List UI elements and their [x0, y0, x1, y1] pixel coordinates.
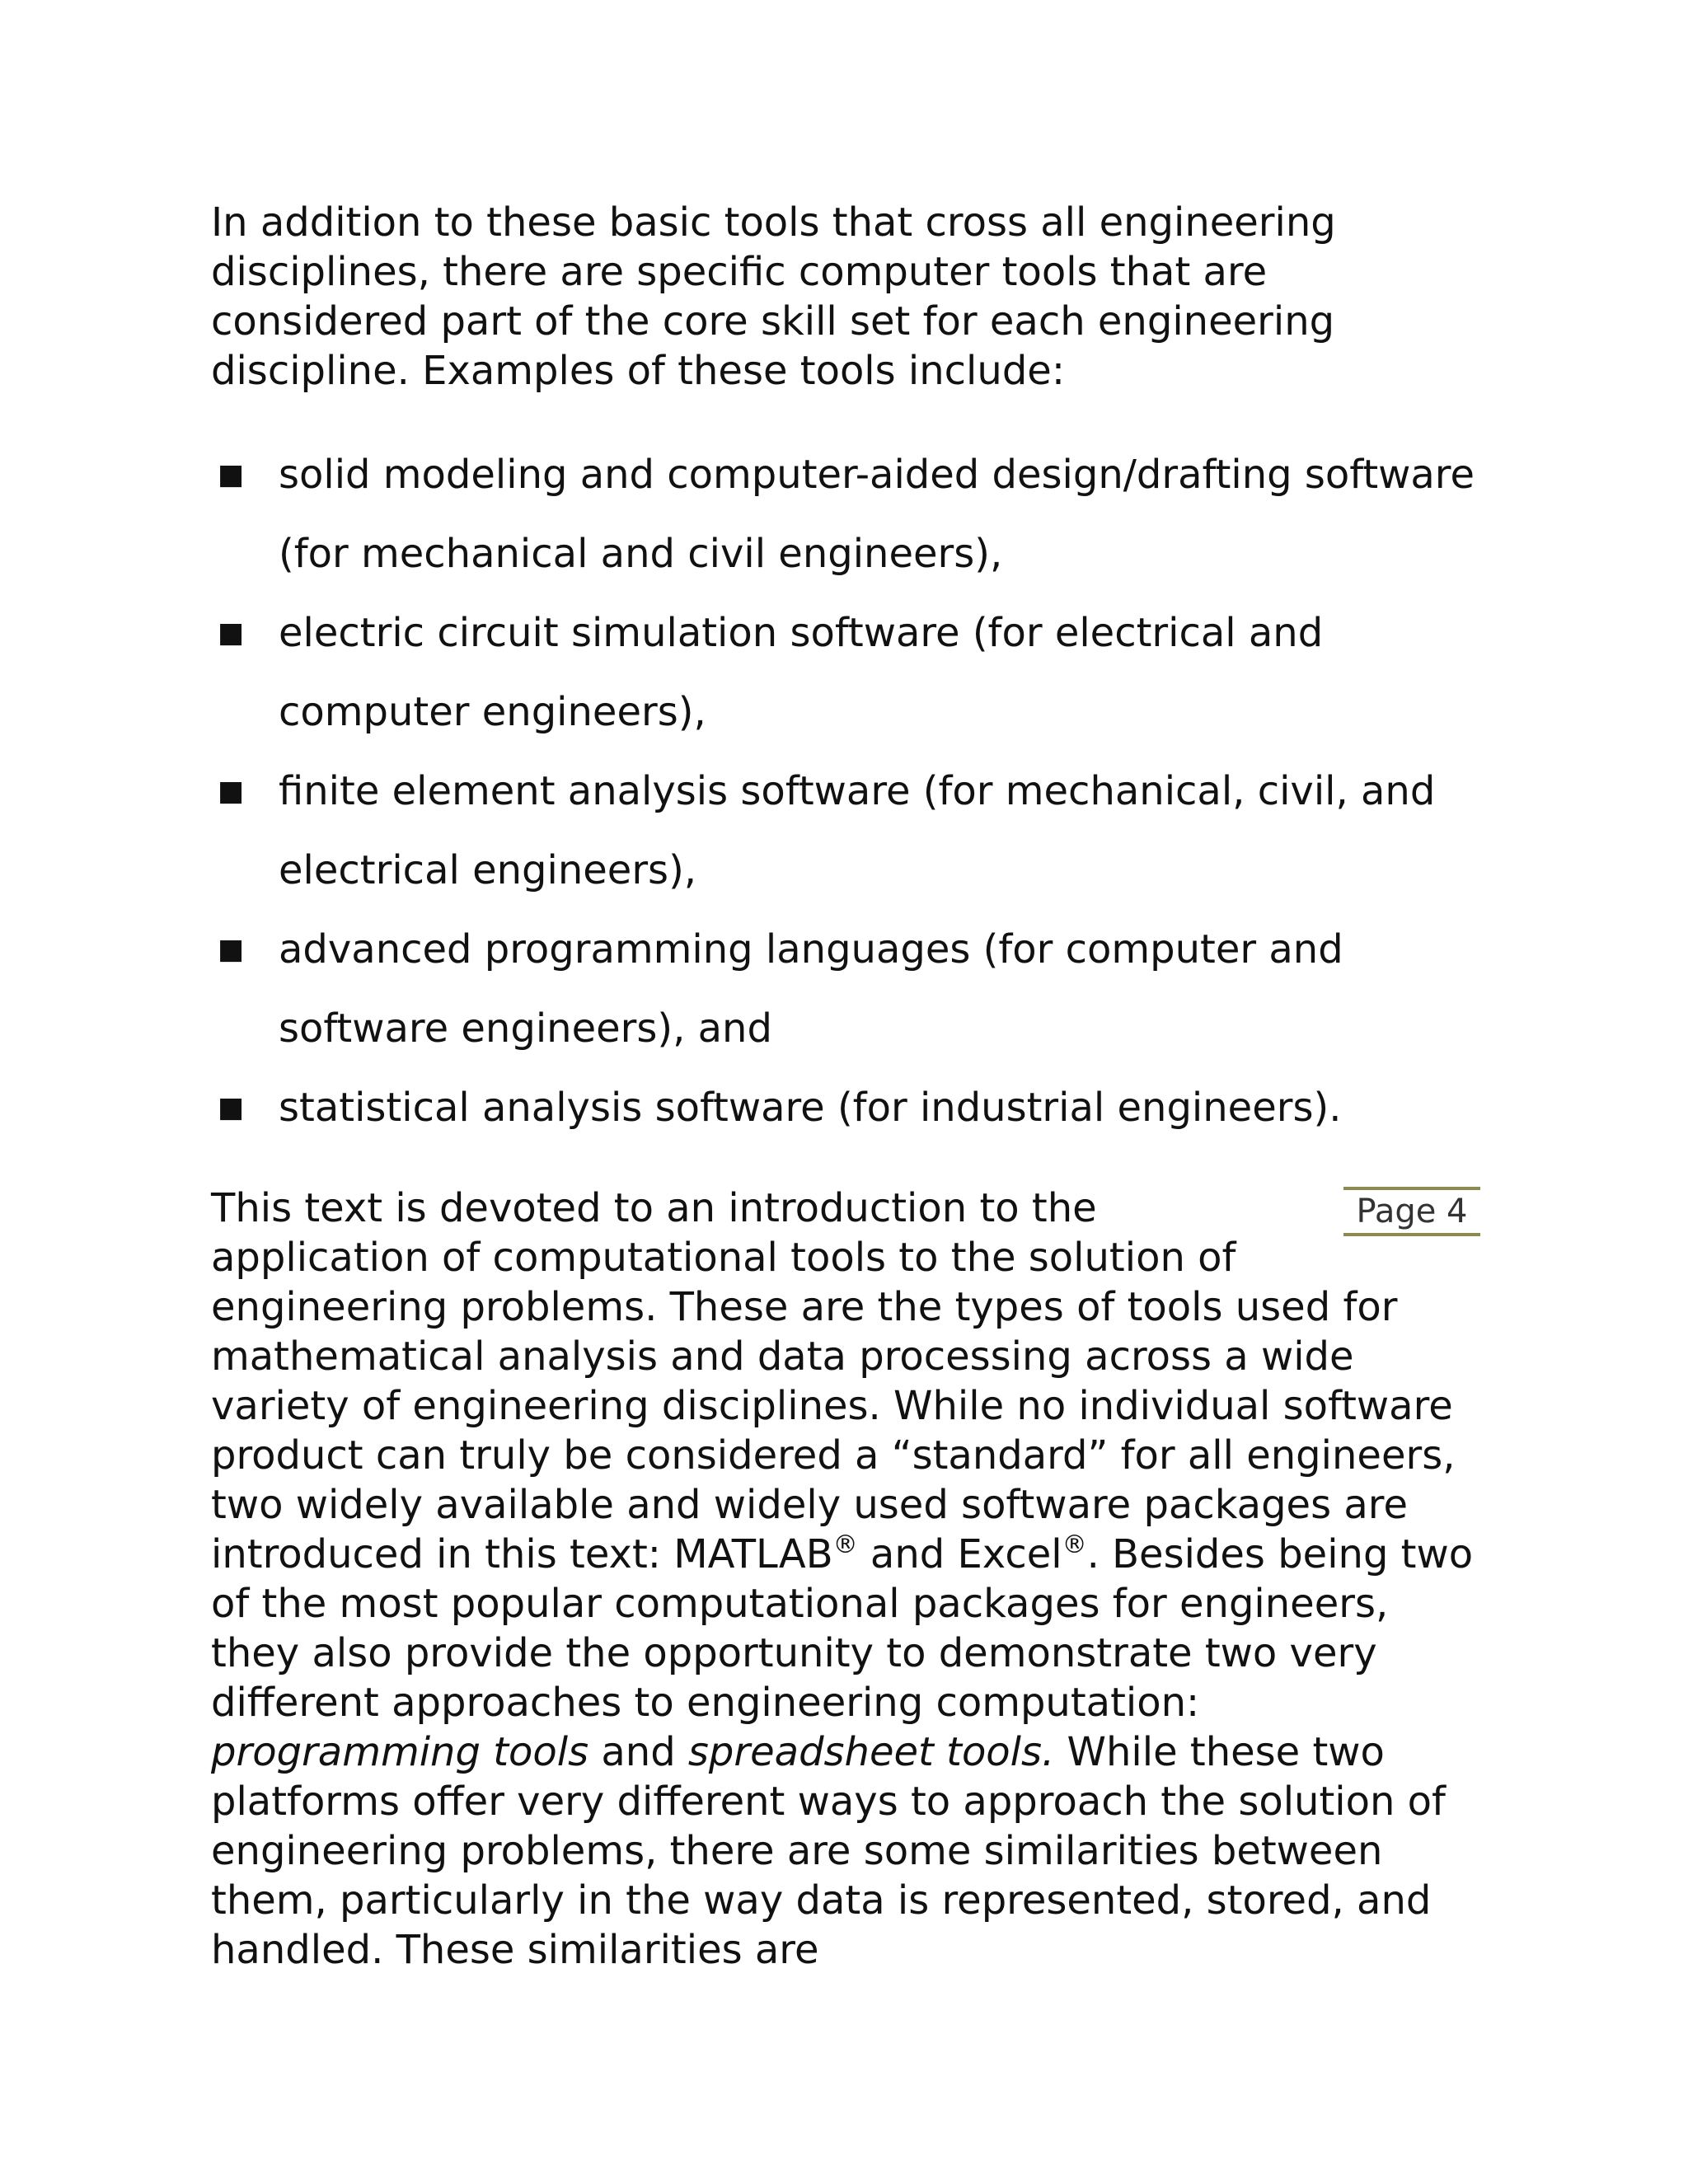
list-item [211, 1068, 1480, 1147]
list-item-text: finite element analysis software (for mechanical, civil, and electrical engineers), [279, 768, 1436, 893]
body-paragraph [211, 1183, 1480, 1975]
body-text-part3: . Besides being two of the most popular computational packages for engineers, they also provide the opportunity to demonstrate two very different approaches to engineering computation: [211, 1531, 1474, 1726]
list-item-text: solid modeling and computer-aided design/drafting software (for mechanical and civil engineers), [279, 452, 1475, 577]
list-item [211, 435, 1480, 593]
list-item [211, 910, 1480, 1068]
intro-paragraph: In addition to these basic tools that cross all engineering disciplines, there are specific computer tools that are considered part of the core skill set for each engineering discipline. Examples of these tools include: [211, 199, 1336, 394]
page-number-marker: Page 4 [1343, 1187, 1480, 1236]
list-item-text: electric circuit simulation software (for electrical and computer engineers), [279, 610, 1324, 735]
emphasis-programming-tools: programming tools [211, 1729, 589, 1775]
body-text-part1: This text is devoted to an introduction to the application of computational tools to the solution of engineering problems. These are the types of tools used for mathematical analysis and data processing across a wide variety of engineering disciplines. While no individual software product can truly be considered a “standard” for all engineers, two widely available and widely used software packages are introduced in this text: MATLAB [211, 1185, 1456, 1577]
document-page [211, 198, 1480, 1975]
list-item [211, 752, 1480, 910]
registered-mark: ® [832, 1530, 858, 1559]
emphasis-spreadsheet-tools: spreadsheet tools. [687, 1729, 1055, 1775]
body-text-part4: and [588, 1729, 688, 1775]
list-item-text: statistical analysis software (for industrial engineers). [279, 1085, 1342, 1131]
square-bullet-icon: ■ [218, 775, 245, 808]
list-item [211, 593, 1480, 752]
list-item-text: advanced programming languages (for computer and software engineers), and [279, 926, 1343, 1052]
square-bullet-icon: ■ [218, 933, 245, 966]
body-text-part5: While these two platforms offer very different ways to approach the solution of engineering problems, there are some similarities between them, particularly in the way data is represented, stored, and handled. These similarities are [211, 1729, 1446, 1973]
tools-list [211, 435, 1480, 1147]
registered-mark: ® [1062, 1530, 1087, 1559]
body-text-part2: and Excel [857, 1531, 1062, 1577]
square-bullet-icon: ■ [218, 616, 245, 649]
square-bullet-icon: ■ [218, 1091, 245, 1124]
square-bullet-icon: ■ [218, 458, 245, 491]
